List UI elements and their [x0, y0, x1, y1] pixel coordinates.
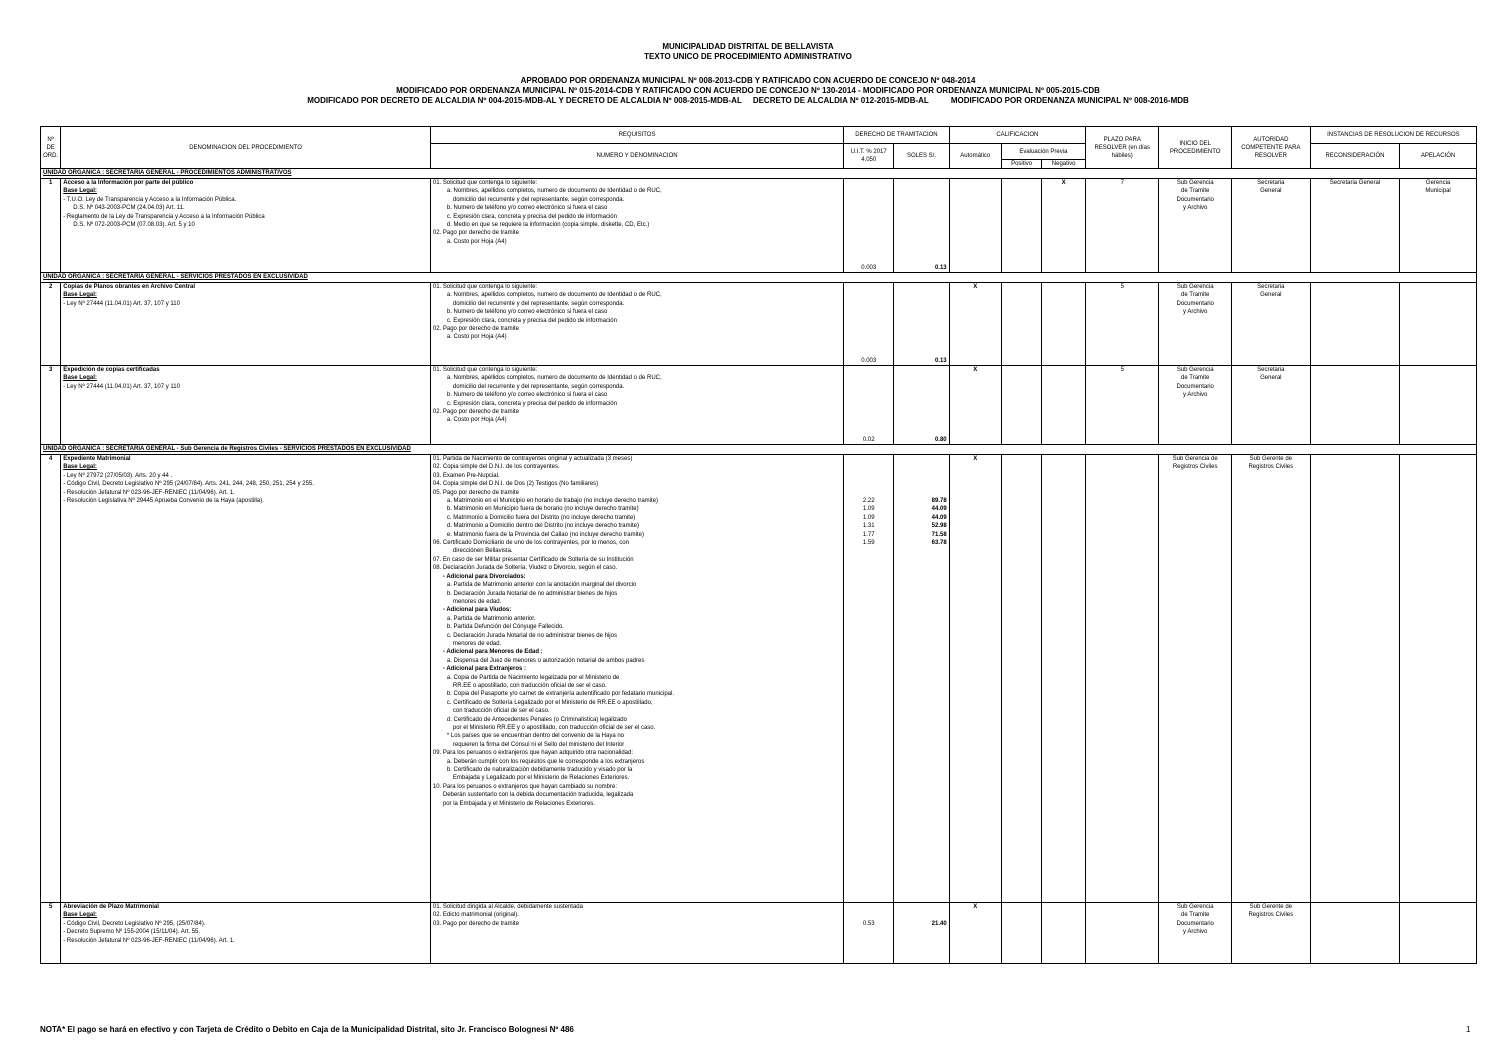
req-line: e. Matrimonio fuera de la Provincia del Callao (no incluye derecho tramite): [446, 531, 644, 538]
col-soles-header: SOLES S/.: [894, 144, 949, 169]
inicio-line: Documentario: [1176, 300, 1214, 307]
table-row: [41, 366, 1477, 445]
procedure-cell: [61, 179, 431, 273]
inicio-line: y Archivo: [1183, 929, 1208, 936]
apelacion-cell: [1400, 366, 1477, 445]
autoridad-line: Secretaria: [1257, 180, 1285, 186]
req-line: 10. Para los peruanos o extranjeros que hayan cambiado su nombre:: [432, 783, 617, 790]
reconsideracion-cell: [1310, 903, 1399, 964]
table-row: [41, 903, 1477, 964]
autoridad-cell: [1231, 283, 1310, 366]
req-line: direcciónen Bellavista.: [452, 548, 513, 555]
unit-heading-2: UNIDAD ORGANICA : SECRETARIA GENERAL - SERVICIOS PRESTADOS EN EXCLUSIVIDAD: [41, 273, 1477, 283]
req-line: 01. Partida de Nacimiento de contrayentes original y actualizada (3 meses): [432, 456, 633, 462]
req-line: 09. Para los peruanos o extranjeros que hayan adquirido otra nacionalidad:: [432, 750, 634, 757]
autoridad-line: General: [1260, 188, 1282, 195]
positivo-cell: [1001, 179, 1041, 273]
req-line: a. Nombres, apellidos completos, numero de documento de Identidad o de RUC,: [446, 292, 662, 299]
req-line: 02. Pago por derecho de tramite: [432, 230, 519, 237]
row-number: 1: [41, 179, 61, 273]
req-line: d. Medio en que se requiere la información (copia simple, diskette, CD, Etc.): [446, 222, 650, 229]
procedure-title: Copias de Planos obrantes en Archivo Central: [63, 284, 196, 290]
plazo-cell: 5: [1085, 366, 1159, 445]
negativo-cell: [1042, 366, 1086, 445]
inicio-line: de Tramite: [1181, 188, 1210, 195]
automatico-cell: X: [949, 903, 1001, 964]
req-line: c. Expresión clara, concreta y precisa del pedido de información: [446, 213, 617, 220]
req-line: menores de edad.: [452, 640, 502, 647]
plazo-cell: [1085, 455, 1159, 903]
uit-value: 4,050: [861, 157, 877, 163]
autoridad-cell: [1231, 179, 1310, 273]
req-line: 04. Copia simple del D.N.I. de Dos (2) Testigos (No familiares): [432, 481, 599, 488]
autoridad-line: General: [1260, 292, 1282, 299]
apelacion-cell: [1400, 455, 1477, 903]
autoridad-line: Registros Civiles: [1248, 464, 1294, 471]
autoridad-line: General: [1260, 375, 1282, 382]
plazo-cell: 7: [1085, 179, 1159, 273]
req-line: - Adicional para Viudos:: [442, 607, 512, 614]
inicio-cell: [1159, 455, 1231, 903]
inicio-line: de Tramite: [1181, 292, 1210, 299]
inicio-line: de Tramite: [1181, 375, 1210, 382]
inicio-line: Documentario: [1176, 383, 1214, 390]
negativo-cell: X: [1042, 179, 1086, 273]
autoridad-cell: [1231, 366, 1310, 445]
req-line: 01. Solicitud que contenga lo siguiente:: [432, 284, 538, 290]
procedure-cell: [61, 455, 431, 903]
inicio-line: Documentario: [1176, 920, 1214, 927]
req-line: 08. Declaración Jurada de Soltería, Viudez o Divorcio, según el caso.: [432, 565, 618, 572]
req-line: requieren la firma del Cónsul ni el Sello del ministerio del Interior: [452, 741, 625, 748]
req-line: c. Certificado de Soltería Legalizado por el Ministerio de RR.EE o apostillado,: [446, 699, 653, 706]
row-number: 3: [41, 366, 61, 445]
autoridad-line: Secretaria: [1257, 367, 1285, 373]
inicio-cell: [1159, 903, 1231, 964]
req-line: 07. En caso de ser Militar presentar Certificado de Soltería de su Institución: [432, 556, 634, 563]
legal-line: - Resolución Jefatural Nº 023-96-JEF-RENIEC (11/04/96). Art. 1.: [63, 489, 235, 496]
req-line: 06. Certificado Domiciliario de uno de los contrayentes, por lo menos, con: [432, 540, 629, 547]
col-instancias-header: INSTANCIAS DE RESOLUCION DE RECURSOS: [1310, 127, 1476, 144]
positivo-cell: [1001, 903, 1041, 964]
req-line: a. Matrimonio en el Municipio en horario de trabajo (no incluye derecho tramite): [446, 498, 658, 505]
req-line: a. Partida de Matrimonio anterior.: [446, 615, 536, 622]
base-legal-label: Base Legal:: [63, 188, 97, 195]
req-line: b. Numero de teléfono y/o correo electrónico si fuera el caso: [446, 309, 608, 316]
inicio-line: Registros Civiles: [1172, 464, 1218, 471]
table-row: [41, 455, 1477, 903]
automatico-cell: [949, 179, 1001, 273]
requirements-cell: [430, 283, 843, 366]
apelacion-line: Gerencia: [1425, 180, 1451, 186]
approval-line-1: APROBADO POR ORDENANZA MUNICIPAL Nº 008-2013-CDB Y RATIFICADO CON ACUERDO DE CONCEJO Nº 048-2014: [520, 76, 976, 85]
inicio-line: Sub Gerencia: [1176, 180, 1214, 186]
req-line: a. Copia de Partida de Nacimiento legalizada por el Ministerio de: [446, 674, 620, 681]
col-derecho-header: DERECHO DE TRAMITACION: [844, 127, 949, 144]
reconsideracion-cell: [1310, 366, 1399, 445]
req-line: 02. Copia simple del D.N.I. de los contrayentes.: [432, 464, 560, 471]
apelacion-cell: [1400, 283, 1477, 366]
autoridad-line: Secretaria: [1257, 284, 1285, 290]
inicio-cell: [1159, 366, 1231, 445]
req-line: d. Matrimonio a Domicilio dentro del Distrito (no incluye derecho tramite): [446, 523, 639, 530]
req-line: Embajada y Legalizado por el Ministerio de Relaciones Exteriores.: [452, 775, 630, 782]
apelacion-line: Municipal: [1425, 188, 1451, 195]
automatico-cell: X: [949, 366, 1001, 445]
req-line: por el Ministerio RR.EE y o apostillado, con traducción oficial de ser el caso.: [452, 725, 656, 731]
req-line: - Adicional para Extranjeros :: [442, 666, 527, 673]
reconsideracion-cell: [1310, 283, 1399, 366]
inicio-line: de Tramite: [1181, 912, 1210, 919]
procedure-title: Acceso a la Información por parte del público: [63, 180, 194, 186]
uit-value: 0.53: [862, 921, 875, 927]
unit-heading-3: UNIDAD ORGANICA : SECRETARIA GENERAL - Sub Gerencia de Registros Civiles - SERVICIOS PRESTADOS EN EXCLUSIVIDAD: [41, 445, 1477, 455]
inicio-line: y Archivo: [1183, 392, 1208, 399]
plazo-cell: 5: [1085, 283, 1159, 366]
uit-value: 2.22: [862, 498, 875, 504]
procedure-cell: [61, 903, 431, 964]
soles-cell: 0.80: [894, 366, 949, 445]
req-line: b. Numero de teléfono y/o correo electrónico si fuera el caso: [446, 205, 608, 212]
payment-note: NOTA* El pago se hará en efectivo y con Tarjeta de Crédito o Debito en Caja de la Municipalidad Distrital, sito Jr. Francisco Bolognesi Nº 486: [40, 1025, 574, 1034]
req-line: 01. Solicitud dirigida al Alcalde, debidamente sustentada: [432, 904, 583, 910]
col-uit-header: U.I.T. % 2017 4,050: [844, 144, 894, 169]
procedure-title: Expediente Matrimonial: [63, 456, 131, 462]
base-legal-label: Base Legal:: [63, 912, 97, 919]
autoridad-cell: [1231, 455, 1310, 903]
req-line: b. Partida Defunción del Cónyuge Fallecido.: [446, 624, 564, 631]
page-number: 1: [1466, 1025, 1471, 1034]
req-line: a. Costo por Hoja (A4): [446, 238, 507, 245]
inicio-line: Sub Gerencia: [1176, 904, 1214, 910]
col-reconsideracion-header: RECONSIDERACIÓN: [1310, 144, 1399, 169]
col-requisitos-header: REQUISITOS: [430, 127, 843, 144]
requirements-cell: [430, 455, 843, 903]
req-line: Deberán sustentarlo con la debida documentación traducida, legalizada: [442, 792, 634, 799]
col-num-header: Nº DE ORD.: [41, 127, 61, 169]
soles-value: 52.98: [931, 523, 947, 530]
uit-value: 1.09: [862, 506, 875, 513]
automatico-cell: X: [949, 283, 1001, 366]
soles-cell: 0.13: [894, 179, 949, 273]
req-line: con traducción oficial de ser el caso.: [452, 708, 550, 715]
row-number: 5: [41, 903, 61, 964]
document-title: TEXTO UNICO DE PROCEDIMIENTO ADMINISTRATIVO: [644, 52, 852, 61]
req-line: 01. Solicitud que contenga lo siguiente:: [432, 180, 538, 186]
req-line: * Los países que se encuentran dentro del convenio de la Haya no: [446, 733, 624, 740]
soles-value: 44.09: [931, 506, 947, 513]
uit-value: 1.59: [862, 540, 875, 547]
req-line: a. Nombres, apellidos completos, numero de documento de Identidad o de RUC,: [446, 375, 662, 382]
req-line: 03. Examen Pre-Nupcial.: [432, 472, 500, 479]
table-row: [41, 283, 1477, 366]
uit-value: 1.31: [862, 523, 875, 530]
procedure-cell: [61, 366, 431, 445]
legal-line: - T.U.O. Ley de Transparencia y Acceso a la Información Pública.: [63, 196, 237, 203]
req-line: a. Nombres, apellidos completos, numero de documento de Identidad o de RUC,: [446, 188, 662, 195]
req-line: 01. Solicitud que contenga lo siguiente:: [432, 367, 538, 373]
inicio-line: y Archivo: [1183, 205, 1208, 212]
req-line: 03. Pago por derecho de tramite: [432, 920, 519, 927]
uit-cell: 0.003: [844, 283, 894, 366]
uit-cell: [844, 455, 894, 903]
req-line: a. Dispensa del Juez de menores o autorización notarial de ambos padres: [446, 657, 645, 664]
req-line: 02. Edicto matrimonial (original).: [432, 912, 519, 919]
table-row: [41, 179, 1477, 273]
requirements-cell: [430, 366, 843, 445]
req-line: - Adicional para Divorciados:: [442, 573, 526, 580]
legal-line: - Código Civil, Decreto Legislativo Nº 295, (25/07/84).: [63, 920, 206, 927]
col-automatico-header: Automático: [949, 144, 1001, 169]
uit-cell: 0.02: [844, 366, 894, 445]
soles-value: 21.40: [931, 921, 947, 927]
uit-cell: [844, 903, 894, 964]
soles-value: 63.78: [931, 540, 947, 547]
req-line: 02. Pago por derecho de tramite: [432, 409, 519, 416]
req-line: b. Numero de teléfono y/o correo electrónico si fuera el caso: [446, 392, 608, 399]
col-plazo-header: PLAZO PARA RESOLVER (en días hábiles): [1085, 127, 1159, 169]
req-line: b. Declaración Jurada Notarial de no administrar bienes de hijos: [446, 590, 618, 597]
procedure-title: Expedición de copias certificadas: [63, 367, 160, 373]
negativo-cell: [1042, 283, 1086, 366]
row-number: 4: [41, 455, 61, 903]
inicio-line: Sub Gerencia: [1176, 367, 1214, 373]
uit-cell: 0.003: [844, 179, 894, 273]
base-legal-label: Base Legal:: [63, 292, 97, 299]
soles-value: 44.09: [931, 514, 947, 521]
municipality-title: MUNICIPALIDAD DISTRITAL DE BELLAVISTA: [662, 42, 834, 51]
soles-cell: 0.13: [894, 283, 949, 366]
req-line: a. Deberán cumplir con los requisitos que le corresponde a los extranjeros: [446, 758, 645, 765]
req-line: - Adicional para Menores de Edad :: [442, 649, 543, 656]
reconsideracion-cell: Secretaria General: [1310, 179, 1399, 273]
soles-cell: [894, 455, 949, 903]
apelacion-cell: [1400, 903, 1477, 964]
inicio-line: Sub Gerencia: [1176, 284, 1214, 290]
positivo-cell: [1001, 283, 1041, 366]
col-denominacion-header: DENOMINACION DEL PROCEDIMIENTO: [61, 127, 431, 169]
req-line: a. Costo por Hoja (A4): [446, 417, 507, 424]
positivo-cell: [1001, 366, 1041, 445]
autoridad-line: Registros Civiles: [1248, 912, 1294, 919]
legal-line: - Resolución Legislativa Nº 29445 Aprueba Convenio de la Haya (apostilla).: [63, 498, 264, 505]
legal-line: D.S. Nº 043-2003-PCM (24.04.03) Art. 11.: [73, 205, 185, 212]
soles-cell: [894, 903, 949, 964]
req-line: domicilio del recurrente y del representante, según corresponda.: [452, 196, 625, 203]
col-positivo-header: Positivo: [1001, 160, 1041, 169]
base-legal-label: Base Legal:: [63, 375, 97, 382]
col-autoridad-header: AUTORIDAD COMPETENTE PARA RESOLVER: [1231, 127, 1310, 169]
uit-value: 1.09: [862, 514, 875, 521]
unit-heading-1: UNIDAD ORGANICA : SECRETARIA GENERAL - PROCEDIMIENTOS ADMINISTRATIVOS: [41, 169, 1477, 179]
reconsideracion-cell: [1310, 455, 1399, 903]
soles-value: 71.58: [931, 531, 947, 538]
automatico-cell: X: [949, 455, 1001, 903]
req-line: por la Embajada y el Ministerio de Relaciones Exteriores.: [442, 800, 595, 807]
req-line: domicilio del recurrente y del representante, según corresponda.: [452, 300, 625, 307]
legal-line: - Resolución Jefatural Nº 023-96-JEF-RENIEC (11/04/96). Art. 1.: [63, 937, 235, 944]
req-line: RR.EE o apostillado, con traducción oficial de ser el caso.: [452, 682, 607, 689]
requirements-cell: [430, 179, 843, 273]
requirements-cell: [430, 903, 843, 964]
inicio-line: Documentario: [1176, 196, 1214, 203]
req-line: 02. Pago por derecho de tramite: [432, 326, 519, 333]
req-line: 05. Pago por derecho de tramite: [432, 489, 519, 496]
legal-line: D.S. Nº 072-2003-PCM (07.08.03). Art. 5 y 10: [73, 222, 195, 229]
col-evaluacion-header: Evaluación Previa: [1001, 144, 1085, 160]
col-calificacion-header: CALIFICACION: [949, 127, 1085, 144]
approval-line-3: MODIFICADO POR DECRETO DE ALCALDIA Nº 004-2015-MDB-AL Y DECRETO DE ALCALDIA Nº 008-2015-MDB-AL DECRETO DE ALCALDIA Nº 012-2015-MDB-AL MODIFICADO POR ORDENANZA MUNICIPAL Nº 008-2016-MDB: [307, 96, 1189, 105]
col-negativo-header: Negativo: [1042, 160, 1086, 169]
req-line: b. Copia del Pasaporte y/o carnet de extranjería autentificado por fedatario municipal.: [446, 691, 675, 698]
col-apelacion-header: APELACIÓN: [1400, 144, 1477, 169]
req-line: a. Costo por Hoja (A4): [446, 334, 507, 341]
plazo-cell: [1085, 903, 1159, 964]
autoridad-line: Sub Gerente de: [1249, 904, 1292, 910]
req-line: c. Expresión clara, concreta y precisa del pedido de información: [446, 317, 617, 324]
tupa-table: [40, 126, 1477, 964]
approval-line-2: MODIFICADO POR ORDENANZA MUNICIPAL Nº 015-2014-CDB Y RATIFICADO CON ACUERDO DE CONCEJO Nº 130-2014 - MODIFICADO POR ORDENANZA MUNICIPAL Nº 005-2015-CDB: [396, 86, 1100, 95]
legal-line: - Ley Nº 27444 (11.04.01) Art. 37, 107 y 110: [63, 300, 180, 307]
inicio-line: Sub Gerencia de: [1172, 456, 1218, 462]
autoridad-line: Sub Gerente de: [1249, 456, 1292, 462]
req-line: c. Declaración Jurada Notarial de no administrar bienes de hijos: [446, 632, 617, 639]
autoridad-cell: [1231, 903, 1310, 964]
col-requisitos-sub: NUMERO Y DENOMINACION: [430, 144, 843, 169]
legal-line: - Ley Nº 27444 (11.04.01) Art. 37, 107 y 110: [63, 383, 180, 390]
row-number: 2: [41, 283, 61, 366]
inicio-cell: [1159, 283, 1231, 366]
legal-line: - Ley Nº 27972 (27/05/03). Arts. 20 y 44 .: [63, 472, 173, 479]
req-line: domicilio del recurrente y del representante, según corresponda.: [452, 383, 625, 390]
req-line: b. Matrimonio en Municipio fuera de horario (no incluye derecho tramite): [446, 506, 639, 513]
procedure-cell: [61, 283, 431, 366]
req-line: d. Certificado de Antecedentes Penales (o Criminalistica) legalizado: [446, 716, 627, 723]
req-line: c. Matrimonio a Domicilio fuera del Distrito (no incluye derecho tramite): [446, 514, 636, 521]
req-line: a. Partida de Matrimonio anterior con la anotación marginal del divorcio: [446, 582, 637, 589]
apelacion-cell: [1400, 179, 1477, 273]
procedure-title: Abreviación de Plazo Matrimonial: [63, 904, 159, 910]
negativo-cell: [1042, 903, 1086, 964]
legal-line: - Código Civil, Decreto Legislativo Nº 295 (24/07/84). Arts. 241, 244, 248, 250, 251, 254 y 255.: [63, 481, 314, 488]
uit-value: 1.77: [862, 531, 875, 538]
legal-line: - Decreto Supremo Nº 155-2004 (15/11/04). Art. 55.: [63, 929, 201, 936]
base-legal-label: Base Legal:: [63, 464, 97, 471]
col-inicio-header: INICIO DEL PROCEDIMIENTO: [1159, 127, 1231, 169]
inicio-cell: [1159, 179, 1231, 273]
negativo-cell: [1042, 455, 1086, 903]
inicio-line: y Archivo: [1183, 309, 1208, 316]
req-line: menores de edad.: [452, 598, 502, 605]
req-line: b. Certificado de naturalización debidamente traducido y visado por la: [446, 767, 633, 774]
positivo-cell: [1001, 455, 1041, 903]
req-line: c. Expresión clara, concreta y precisa del pedido de información: [446, 400, 617, 407]
legal-line: - Reglamento de la Ley de Transparencia y Acceso a la Información Pública: [63, 213, 265, 220]
soles-value: 89.78: [931, 498, 947, 504]
